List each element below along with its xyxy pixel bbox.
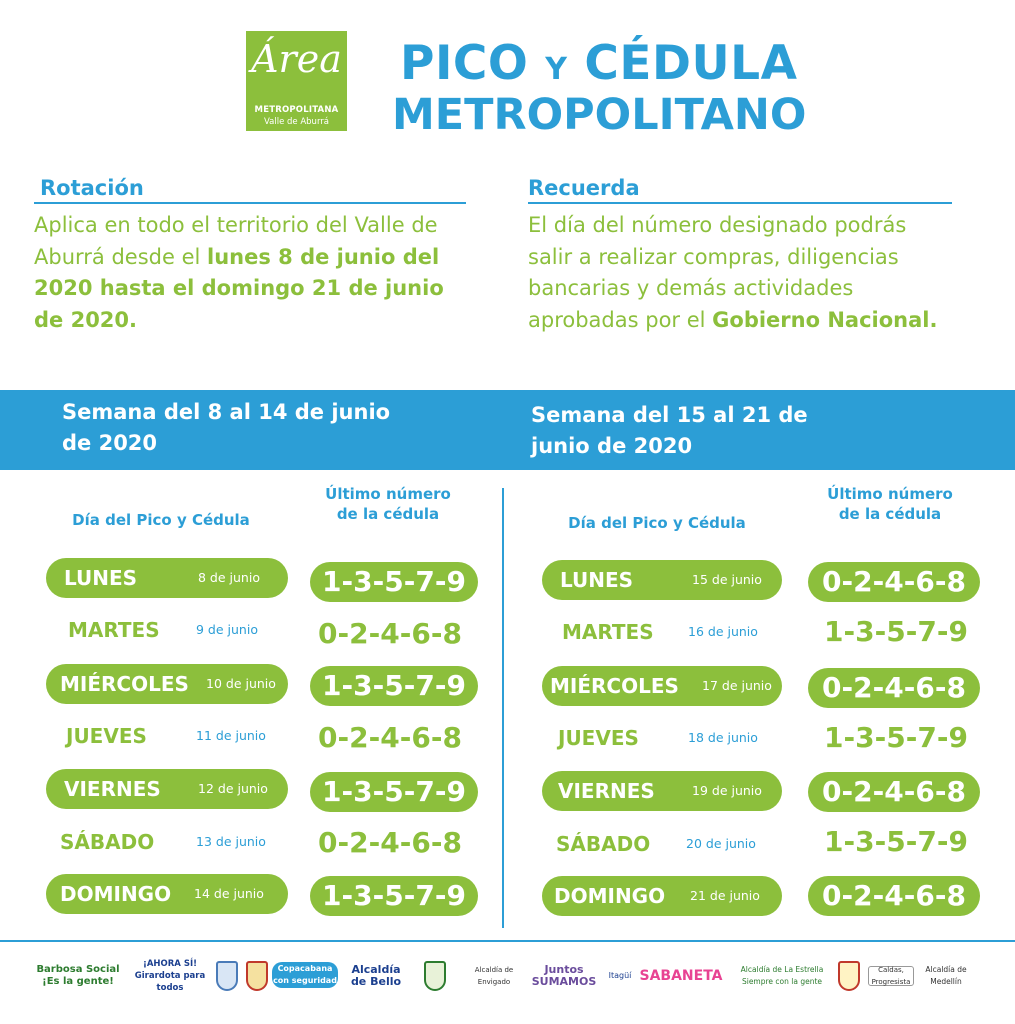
recuerda-text xyxy=(528,210,948,336)
title-cedula: CÉDULA xyxy=(567,36,798,91)
week2-col-num-header: Último número de la cédula xyxy=(827,485,953,523)
day-date: 21 de junio xyxy=(690,888,760,903)
caldas-crest-icon xyxy=(836,948,862,1004)
week2-day-row xyxy=(542,824,782,864)
day-name: VIERNES xyxy=(64,777,161,801)
week2-day-row xyxy=(542,771,782,811)
area-metropolitana-logo xyxy=(246,31,347,131)
title-line2: METROPOLITANO xyxy=(392,90,807,140)
week1-col-day-header: Día del Pico y Cédula xyxy=(72,511,250,529)
week2-col-day-header: Día del Pico y Cédula xyxy=(568,514,746,532)
day-date: 9 de junio xyxy=(196,622,258,637)
logo-line1: METROPOLITANA xyxy=(254,105,339,115)
week1-number-pill: 1-3-5-7-9 xyxy=(310,562,478,602)
title-y: Y xyxy=(545,52,568,87)
day-name: JUEVES xyxy=(66,724,147,748)
barbosa-logo: Barbosa Social ¡Es la gente! xyxy=(36,964,120,987)
copacabana-logo: Copacabana con seguridad xyxy=(272,962,338,988)
day-name: MIÉRCOLES xyxy=(60,672,189,696)
girardota-logo: ¡AHORA SÍ! Girardota para todos xyxy=(134,959,206,993)
week2-day-row xyxy=(542,612,782,652)
week1-label: Semana del 8 al 14 de junio de 2020 xyxy=(62,400,391,455)
shield-shape xyxy=(246,961,268,991)
day-name: SÁBADO xyxy=(60,830,155,854)
week1-number-pill: 1-3-5-7-9 xyxy=(310,772,478,812)
medellin-logo: Alcaldía de Medellín xyxy=(925,965,967,986)
week2-day-row xyxy=(542,876,782,916)
week1-number-pill: 0-2-4-6-8 xyxy=(318,721,462,754)
day-date: 19 de junio xyxy=(692,783,762,798)
day-date: 13 de junio xyxy=(196,834,266,849)
week1-day-row xyxy=(46,716,288,756)
rotacion-text xyxy=(34,210,454,336)
day-date: 12 de junio xyxy=(198,781,268,796)
title-pico: PICO xyxy=(400,36,546,91)
week1-number-pill: 0-2-4-6-8 xyxy=(318,617,462,650)
week2-number-pill: 0-2-4-6-8 xyxy=(808,668,980,708)
week2-day-row xyxy=(542,718,782,758)
recuerda-text-bold: Gobierno Nacional. xyxy=(712,307,938,332)
week2-number-pill: 1-3-5-7-9 xyxy=(824,721,968,754)
week2-number-pill: 0-2-4-6-8 xyxy=(808,562,980,602)
day-name: LUNES xyxy=(560,568,634,592)
column-divider xyxy=(502,488,504,928)
shield-icon xyxy=(244,948,270,1004)
day-date: 14 de junio xyxy=(194,886,264,901)
day-name: DOMINGO xyxy=(60,882,172,906)
footer-logos xyxy=(0,948,1015,1024)
day-name: MIÉRCOLES xyxy=(550,674,679,698)
caldas-crest-shape xyxy=(838,961,860,991)
seal-icon xyxy=(214,948,240,1004)
week1-day-row xyxy=(46,874,288,914)
day-name: LUNES xyxy=(64,566,138,590)
crest-shape xyxy=(424,961,446,991)
rotacion-text-plain: Aplica en todo el territorio del Valle de Aburrá desde el xyxy=(34,213,438,269)
seal-shape xyxy=(216,961,238,991)
week1-number-pill: 1-3-5-7-9 xyxy=(310,666,478,706)
caldas-logo: Caldas, Progresista xyxy=(868,966,914,986)
rotacion-heading xyxy=(34,176,466,204)
week2-number-pill: 1-3-5-7-9 xyxy=(824,825,968,858)
week1-number-pill: 1-3-5-7-9 xyxy=(310,876,478,916)
rotacion-heading-text: Rotación xyxy=(40,176,144,200)
week2-number-pill: 0-2-4-6-8 xyxy=(808,772,980,812)
recuerda-text-plain: El día del número designado podrás salir a realizar compras, diligencias bancarias y demás actividades aprobadas por el xyxy=(528,213,907,332)
day-name: MARTES xyxy=(562,620,654,644)
day-date: 16 de junio xyxy=(688,624,758,639)
sumamos-logo: Juntos SUMAMOS xyxy=(531,963,597,988)
day-date: 17 de junio xyxy=(702,678,772,693)
recuerda-heading xyxy=(528,176,952,204)
week1-day-row xyxy=(46,769,288,809)
day-name: JUEVES xyxy=(558,726,639,750)
week2-day-row xyxy=(542,666,782,706)
day-name: DOMINGO xyxy=(554,884,666,908)
day-date: 10 de junio xyxy=(206,676,276,691)
day-date: 15 de junio xyxy=(692,572,762,587)
week2-label: Semana del 15 al 21 de junio de 2020 xyxy=(531,403,808,458)
rotacion-text-bold: lunes 8 de junio del 2020 hasta el domingo 21 de junio de 2020. xyxy=(34,244,444,332)
title-line1 xyxy=(400,36,820,91)
week1-number-pill: 0-2-4-6-8 xyxy=(318,826,462,859)
week1-day-row xyxy=(46,822,288,862)
day-date: 18 de junio xyxy=(688,730,758,745)
bello-logo: Alcaldía de Bello xyxy=(350,963,402,988)
week1-day-row xyxy=(46,558,288,598)
week2-number-pill: 1-3-5-7-9 xyxy=(824,615,968,648)
la-estrella-logo: Alcaldía de La Estrella Siempre con la gente xyxy=(740,965,824,986)
footer-divider xyxy=(0,940,1015,942)
itagui-logo: Itagüí xyxy=(608,971,632,980)
day-name: MARTES xyxy=(68,618,160,642)
sabaneta-logo: SABANETA xyxy=(639,968,723,984)
week2-number-pill: 0-2-4-6-8 xyxy=(808,876,980,916)
week1-day-row xyxy=(46,610,288,650)
envigado-logo: Alcaldía de Envigado xyxy=(474,966,514,986)
day-date: 11 de junio xyxy=(196,728,266,743)
week1-day-row xyxy=(46,664,288,704)
day-date: 8 de junio xyxy=(198,570,260,585)
week2-day-row xyxy=(542,560,782,600)
day-name: SÁBADO xyxy=(556,832,651,856)
day-date: 20 de junio xyxy=(686,836,756,851)
day-name: VIERNES xyxy=(558,779,655,803)
week1-col-num-header: Último número de la cédula xyxy=(325,485,451,523)
logo-line2: Valle de Aburrá xyxy=(264,117,329,127)
logo-script-text: Área xyxy=(251,37,342,81)
crest-icon xyxy=(422,948,448,1004)
recuerda-heading-text: Recuerda xyxy=(528,176,640,200)
